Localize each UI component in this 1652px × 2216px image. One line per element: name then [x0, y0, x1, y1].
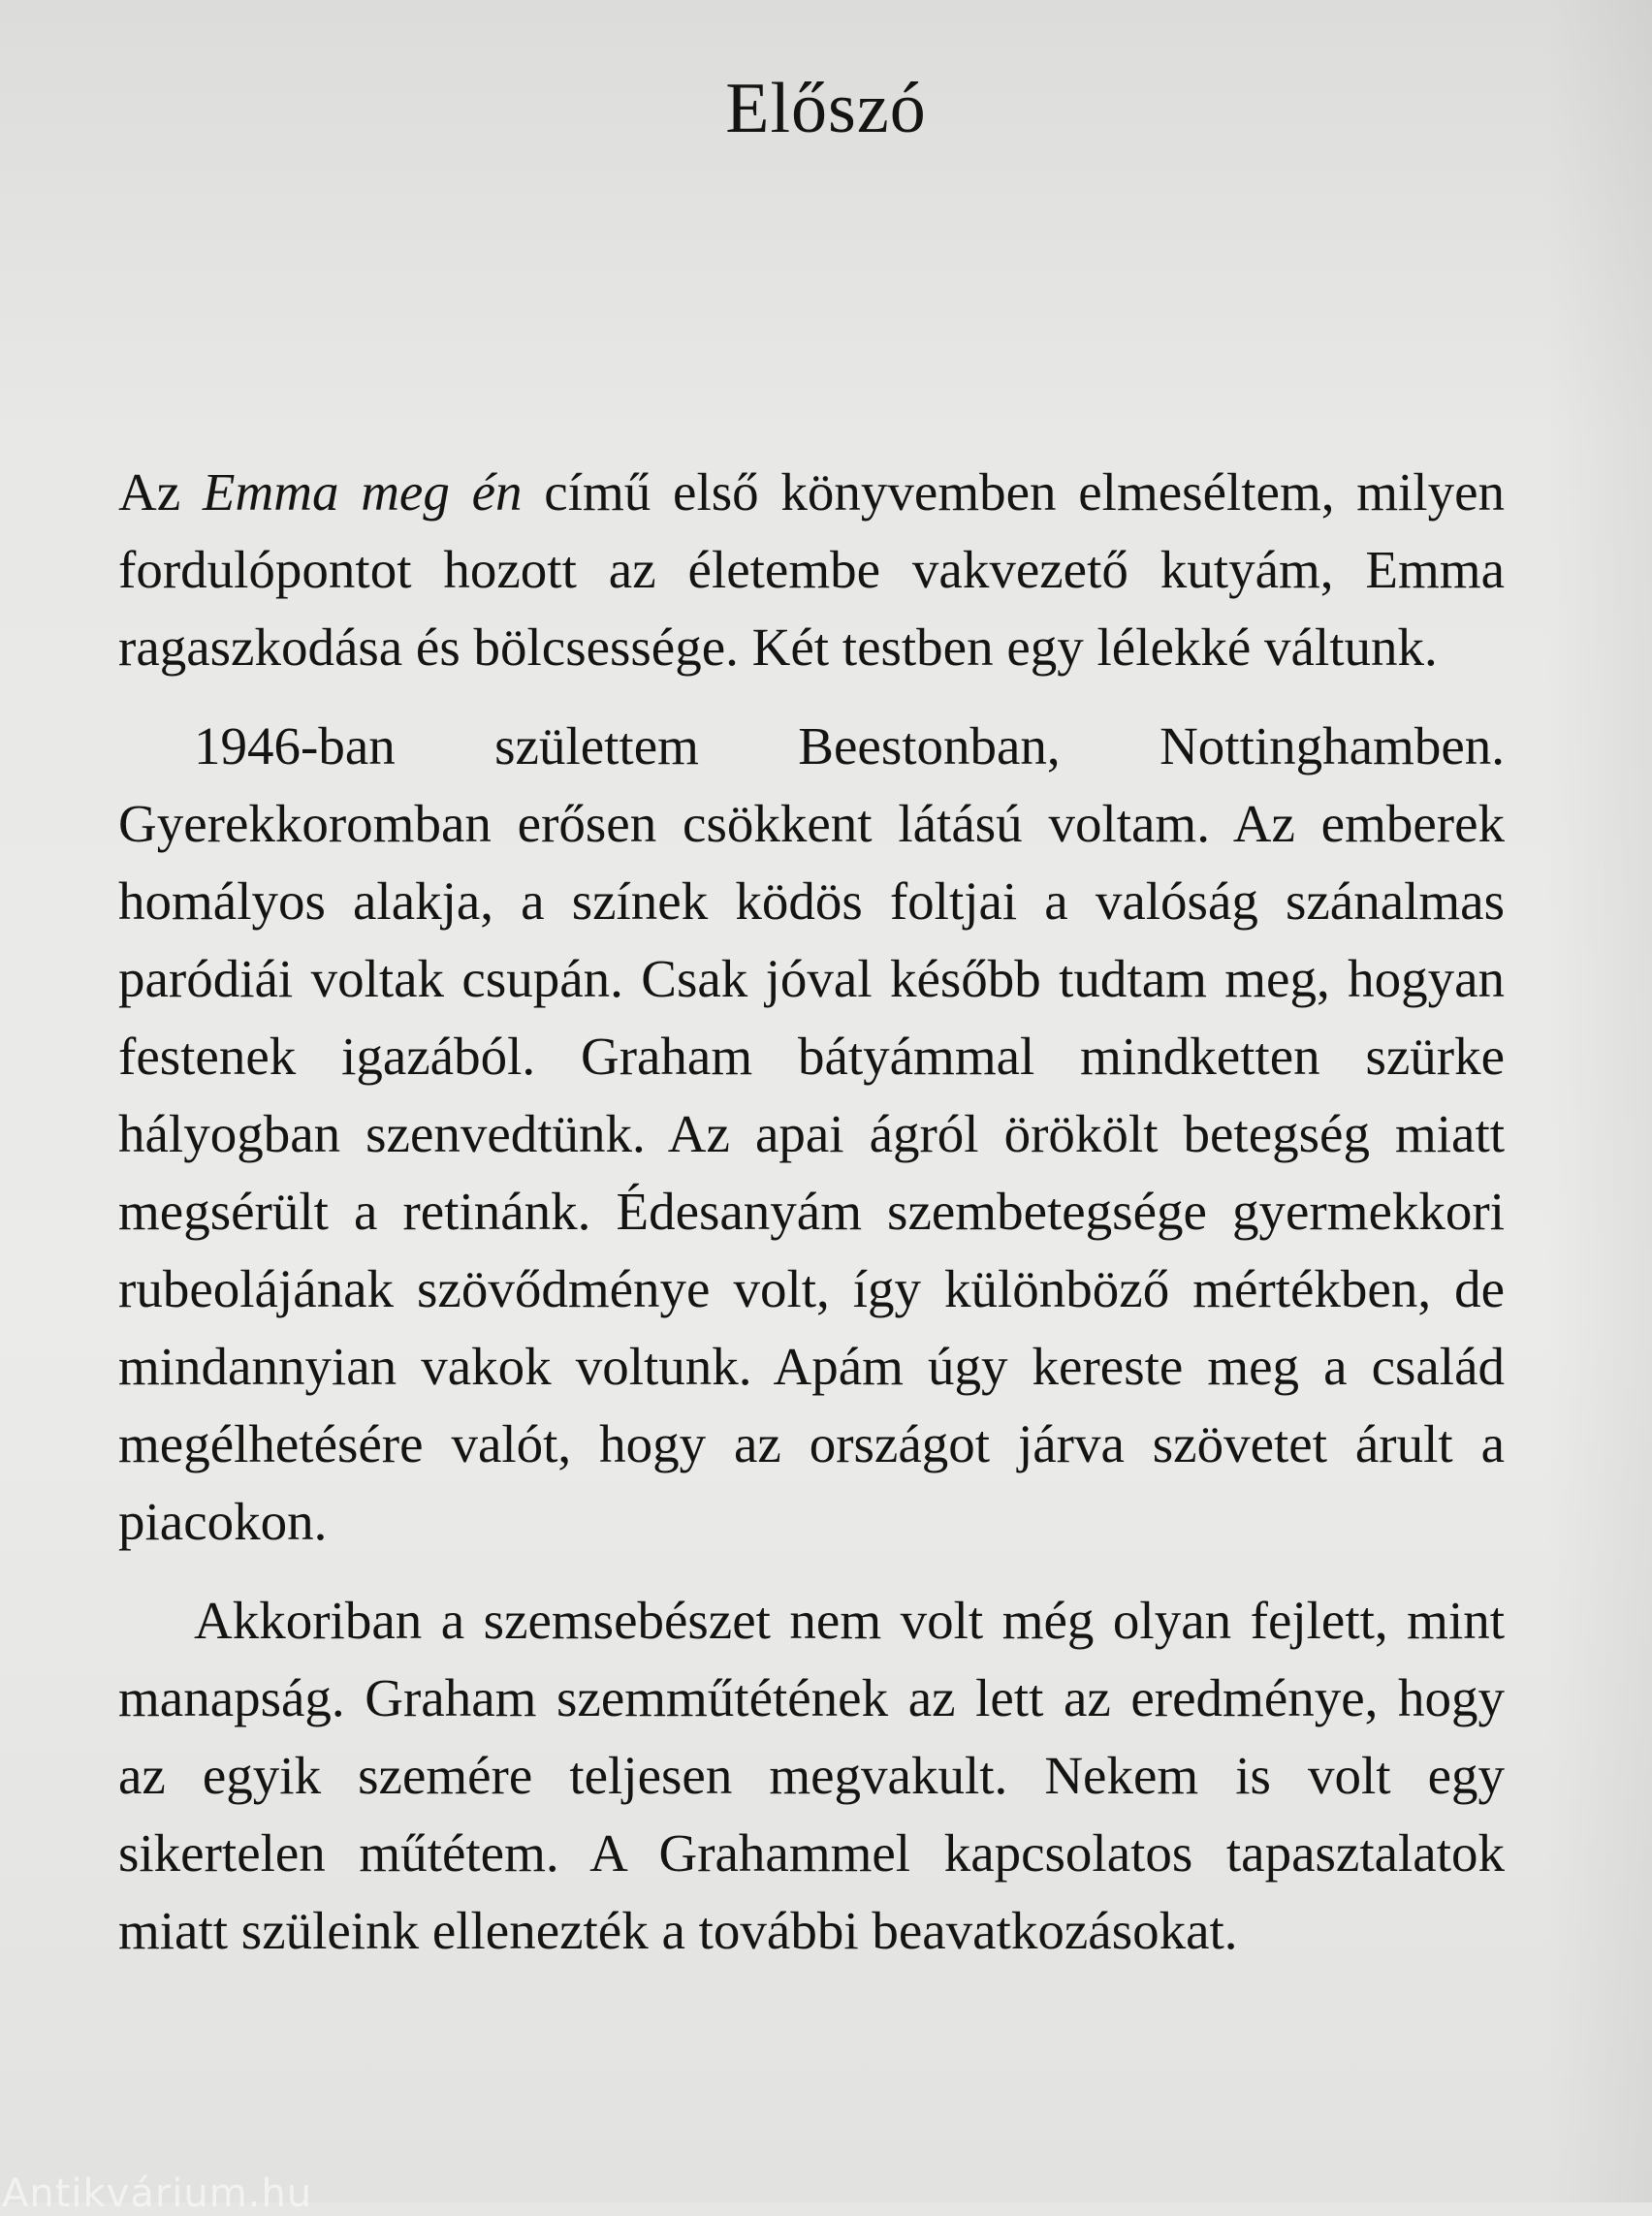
chapter-title: Előszó — [725, 69, 927, 148]
page-edge-shadow — [1545, 0, 1652, 2202]
paragraph-1-lead: Az — [118, 462, 203, 522]
paragraph-1 — [118, 454, 1505, 686]
paragraph-1-rest: című első könyvemben elmeséltem, milyen fordulópontot hozott az életembe vakvezető kutyám, Emma ragaszkodása és bölcsessége. Két testben egy lélekké váltunk. — [118, 462, 1506, 677]
watermark: Antikvárium.hu — [2, 2171, 313, 2216]
book-title-italic: Emma meg én — [202, 462, 523, 522]
paragraph-3: Akkoriban a szemsebészet nem volt még olyan fejlett, mint manapság. Graham szemműtétének az lett az eredménye, hogy az egyik szemére teljesen megvakult. Nekem is volt egy sikertelen műtétem. A Grahammel kapcsolatos tapasztalatok miatt szüleink ellenezték a további beavatkozásokat. — [118, 1591, 1505, 1960]
paragraph-2: 1946-ban születtem Beestonban, Nottinghamben. Gyerekkoromban erősen csökkent látású voltam. Az emberek homályos alakja, a színek ködös foltjai a valóság szánalmas paródiái voltak csupán. Csak jóval később tudtam meg, hogyan festenek igazából. Graham bátyámmal mindketten szürke hályogban szenvedtünk. Az apai ágról örökölt betegség miatt megsérült a retinánk. Édesanyám szembetegsége gyermekkori rubeolájának szövődménye volt, így különböző mértékben, de mindannyian vakok voltunk. Apám úgy kereste meg a család megélhetésére valót, hogy az országot járva szövetet árult a piacokon. — [118, 716, 1505, 1551]
body-text — [118, 454, 1505, 1991]
